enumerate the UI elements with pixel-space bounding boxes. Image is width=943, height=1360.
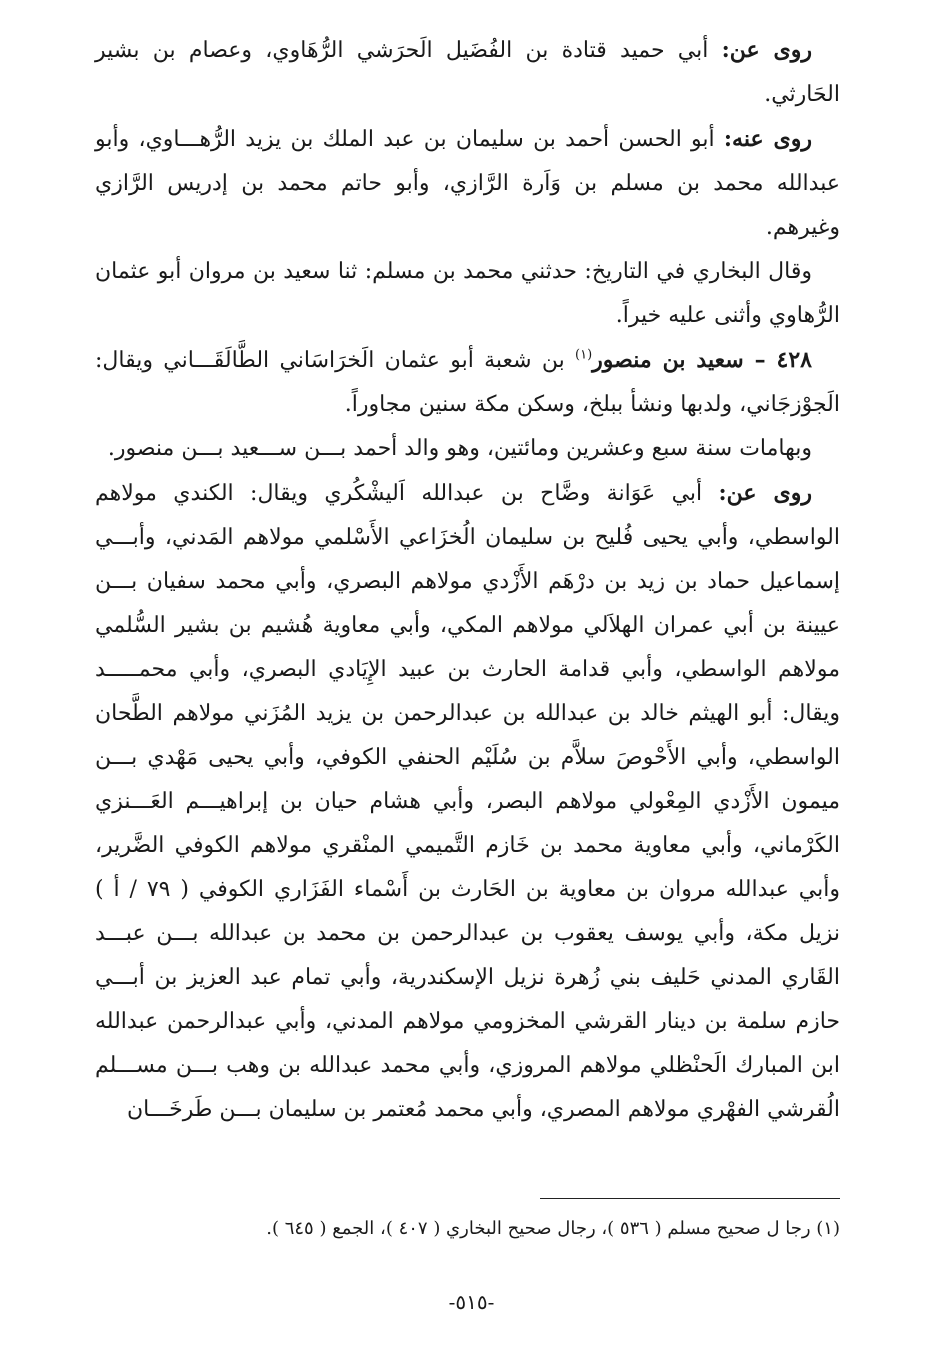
footnote-reference: (١) [575, 347, 593, 363]
paragraph-text: أبو الحسن أحمد بن سليمان بن عبد الملك بن يزيد الرُّهـــاوي، وأبو عبدالله محمد بن مسلم بن وَاَرة الرَّازي، وأبو حاتم محمد بن إدريس الرَّازي وغيرهم. [95, 127, 840, 240]
label-narrated-from: روى عن: [721, 37, 813, 63]
page-number: -٥١٥- [448, 1290, 495, 1314]
entry-428 [95, 338, 840, 427]
label-narrated-from: روى عن: [718, 480, 812, 506]
paragraph-bukhari-note [95, 250, 840, 338]
paragraph-narrated-by [95, 117, 840, 250]
page-body [95, 28, 840, 1132]
label-narrated-by: روى عنه: [723, 126, 812, 152]
paragraph-narrated-from-list [95, 471, 840, 1132]
footnote-divider [540, 1198, 840, 1199]
paragraph-text: أبي عَوَانة وضَّاح بن عبدالله اَليشْكُري ويقال: الكندي مولاهم الواسطي، وأبي يحيى فُليح بن سليمان الُخزَاعي الأَسْلمي مولاهم المَدني، وأبـــي إسماعيل حماد بن زيد بن درْهَم الأَزْدي مولاهم البصري، وأبي محمد سفيان بـــن عيينة بن أبي عمران الهلاَلي مولاهم المكي، وأبي معاوية هُشيم بن بشير السُّلمي مولاهم الواسطي، وأبي قدامة الحارث بن عبيد الإِيَادي البصري، وأبي محمـــــد ويقال: أبو الهيثم خالد بن عبدالله بن عبدالرحمن بن يزيد المُزَني مولاهم الطَّحان الواسطي، وأبي الأَحْوصَ سلاَّم بن سُلَيْم الحنفي الكوفي، وأبي يحيى مَهْدي بـــن ميمون الأَزْدي المِعْولي مولاهم البصر، وأبي هشام حيان بن إبراهيـــم العَـــنزي الكَرْماني، وأبي معاوية محمد بن خَازم التَّميمي المنْقري مولاهم الكوفي الضَّرير، وأبي عبدالله مروان بن معاوية بن الحَارث بن أَسْماء الفَزَاري الكوفي ( ٧٩ / أ ) نزيل مكة، وأبي يوسف يعقوب بن عبدالرحمن بن محمد بن عبدالله بـــن عبـــد القَاري المدني حَليف بني زُهرة نزيل الإسكندرية، وأبي تمام عبد العزيز بن أبـــي حازم سلمة بن دينار القرشي المخزومي مولاهم المدني، وأبي عبدالرحمن عبدالله ابن المبارك الَحنْظلي مولاهم المروزي، وأبي محمد عبدالله بن وهب بـــن مســـلم الُقرشي الفهْري مولاهم المصري، وأبي محمد مُعتمر بن سليمان بـــن طَرخَـــان [95, 481, 841, 1122]
paragraph-text: وبهامات سنة سبع وعشرين ومائتين، وهو والد أحمد بـــن ســـعيد بـــن منصور. [107, 436, 812, 461]
paragraph-text: وقال البخاري في التاريخ: حدثني محمد بن مسلم: ثنا سعيد بن مروان أبو عثمان الرُّهاوي وأثنى عليه خيراً. [95, 259, 840, 328]
paragraph-text: بن شعبة أبو عثمان الَخرَاسَاني الطَّالَقَـــاني ويقال: الَجوْزجَاني، ولدبها ونشأ ببلخ، وسكن مكة سنين مجاوراً. [95, 348, 840, 417]
paragraph-narrated-from [95, 28, 840, 117]
paragraph-death-note [95, 427, 840, 471]
paragraph-text: أبي حميد قتادة بن الفُضَيل الَحرَشي الرُّهَاوي، وعصام بن بشير الحَارثي. [95, 38, 840, 107]
footnote: (١) رجا ل صحيح مسلم ( ٥٣٦ )، رجال صحيح البخاري ( ٤٠٧ )، الجمع ( ٦٤٥ ). [266, 1218, 840, 1239]
entry-heading: ٤٢٨ – سعيد بن منصور [592, 347, 812, 373]
